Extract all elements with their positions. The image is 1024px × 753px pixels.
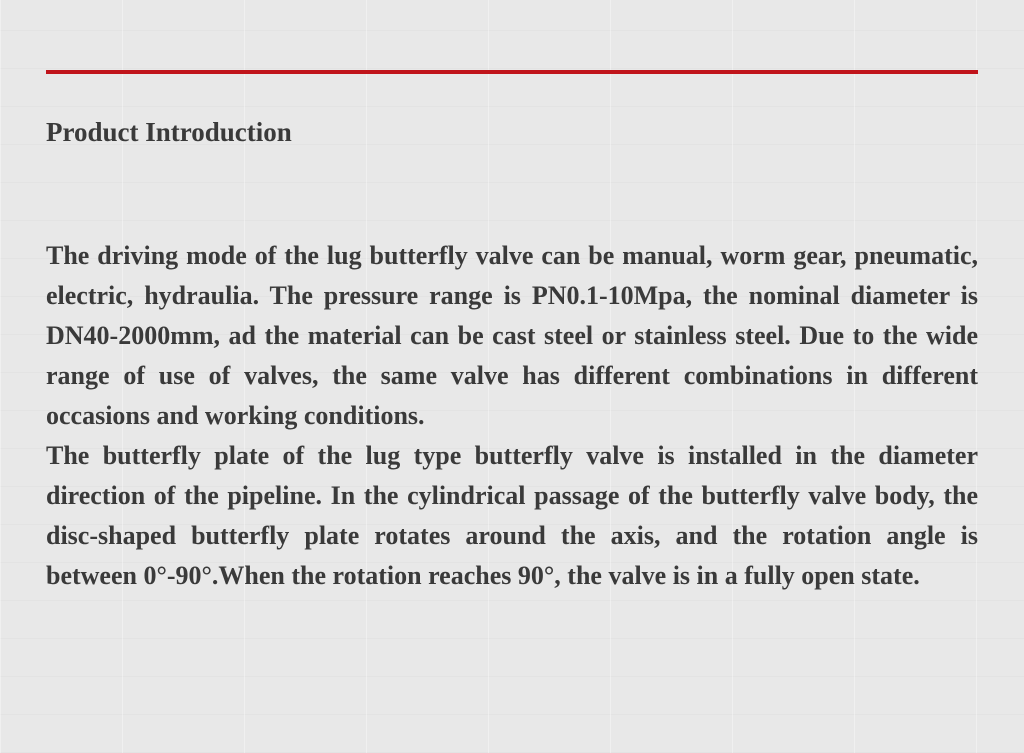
- header-divider: [46, 70, 978, 74]
- paragraph-driving-mode: The driving mode of the lug butterfly valve can be manual, worm gear, pneumatic, electric, hydraulia. The pressure range is PN0.1-10Mpa, the nominal diameter is DN40-2000mm, ad the material can be cast steel or stainless steel. Due to the wide range of use of valves, the same valve has different combinations in different occasions and working conditions.: [46, 241, 978, 430]
- body-text: [46, 236, 978, 596]
- page-title: Product Introduction: [46, 117, 292, 147]
- paragraph-butterfly-plate: The butterfly plate of the lug type butterfly valve is installed in the diameter direction of the pipeline. In the cylindrical passage of the butterfly valve body, the disc-shaped butterfly plate rotates around the axis, and the rotation angle is between 0°-90°.When the rotation reaches 90°, the valve is in a fully open state.: [46, 441, 978, 590]
